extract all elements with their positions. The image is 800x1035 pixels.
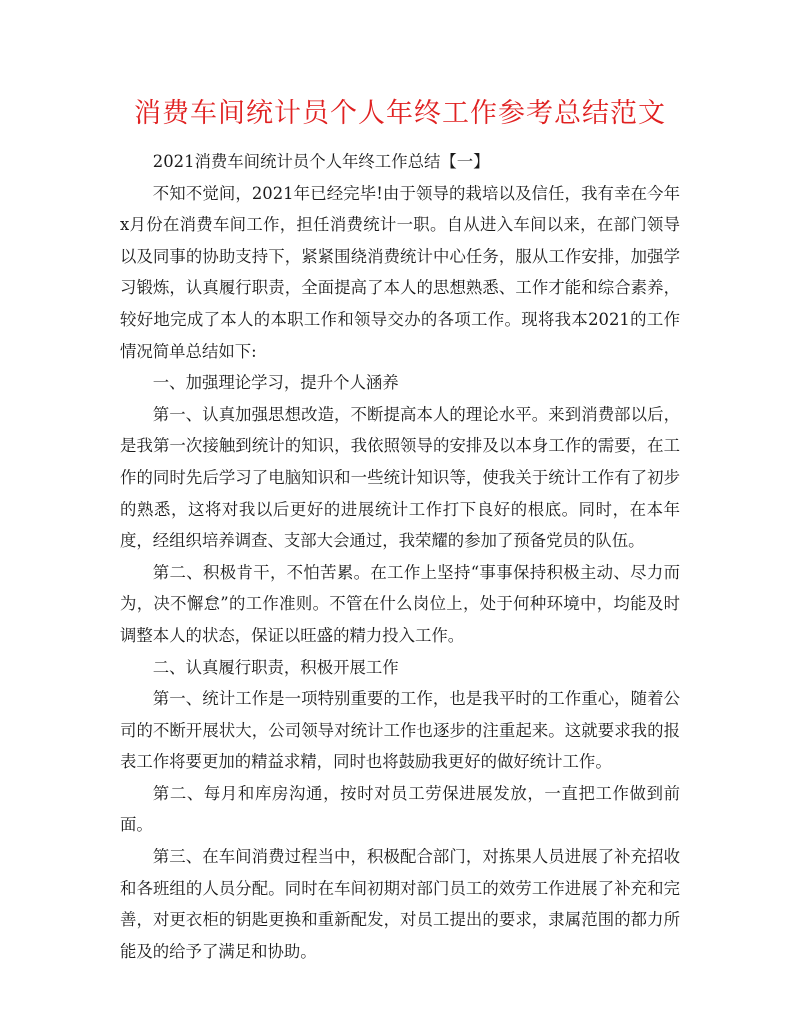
section-heading: 2021消费车间统计员个人年终工作总结【一】 [152,152,490,171]
body-paragraph: 第一、统计工作是一项特别重要的工作，也是我平时的工作重心，随着公司的不断开展状大，公司领导对统计工作也逐步的注重起来。这就要求我的报表工作将要更加的精益求精，同时也将鼓励我更好的做好统计工作。 [120,689,680,772]
body-paragraph: 第一、认真加强思想改造，不断提高本人的理论水平。来到消费部以后，是我第一次接触到统计的知识，我依照领导的安排及以本身工作的需要，在工作的同时先后学习了电脑知识和一些统计知识等，使我关于统计工作有了初步的熟悉，这将对我以后更好的进展统计工作打下良好的根底。同时，在本年度，经组织培养调查、支部大会通过，我荣耀的参加了预备党员的队伍。 [120,404,680,551]
section-heading: 一、加强理论学习，提升个人涵养 [152,373,399,393]
document-page [120,92,680,967]
body-paragraph: 不知不觉间，2021年已经完毕!由于领导的栽培以及信任，我有幸在今年x月份在消费车间工作，担任消费统计一职。自从进入车间以来，在部门领导以及同事的协助支持下，紧紧围绕消费统计中心任务，服从工作安排，加强学习锻炼，认真履行职责，全面提高了本人的思想熟悉、工作才能和综合素养，较好地完成了本人的本职工作和领导交办的各项工作。现将我本2021的工作情况简单总结如下: [120,183,680,361]
body-paragraph: 第三、在车间消费过程当中，积极配合部门，对拣果人员进展了补充招收和各班组的人员分配。同时在车间初期对部门员工的效劳工作进展了补充和完善，对更衣柜的钥匙更换和重新配发，对员工提出的要求，隶属范围的都力所能及的给予了满足和协助。 [120,847,680,961]
document-title: 消费车间统计员个人年终工作参考总结范文 [134,98,666,129]
body-paragraph: 第二、每月和库房沟通，按时对员工劳保进展发放，一直把工作做到前面。 [120,783,680,835]
section-heading: 二、认真履行职责，积极开展工作 [152,657,399,677]
body-paragraph: 第二、积极肯干，不怕苦累。在工作上坚持“事事保持积极主动、尽力而为，决不懈怠”的工作准则。不管在什么岗位上，处于何种环境中，均能及时调整本人的状态，保证以旺盛的精力投入工作。 [120,562,680,645]
